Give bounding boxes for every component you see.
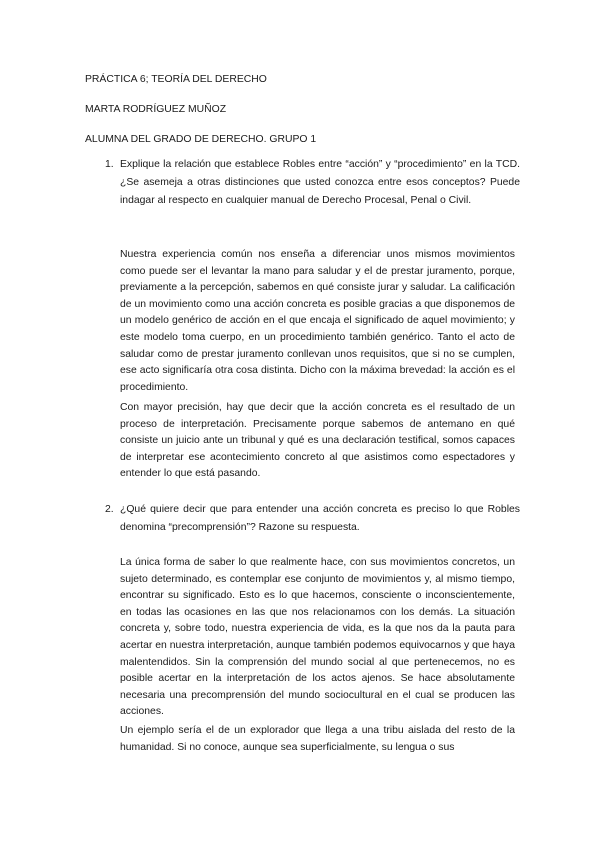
course-group: ALUMNA DEL GRADO DE DERECHO. GRUPO 1 [85,134,317,145]
question-number: 1. [105,159,114,170]
question-number: 2. [105,504,114,515]
question-text: Explique la relación que establece Robles entre “acción” y “procedimiento” en la TCD. ¿Se asemeja a otras distinciones que usted conozca entre esos conceptos? Puede indagar al respecto en cualquier manual de Derecho Procesal, Penal o Civil. [120,159,520,206]
author-name: MARTA RODRÍGUEZ MUÑOZ [85,104,227,115]
answer-1-paragraph-1: Nuestra experiencia común nos enseña a diferenciar unos mismos movimientos como puede ser el levantar la mano para saludar y el de prestar juramento, porque, previamente a la percepción, sabemos en qué consiste jurar y saludar. La calificación de un movimiento como una acción concreta es posible gracias a que disponemos de un modelo genérico de acción en el que encaja el significado de aquel movimiento; y este modelo toma cuerpo, en un procedimiento también genérico. Tanto el acto de saludar como de prestar juramento conllevan unos requisitos, que si no se cumplen, ese acto significaría otra cosa distinta. Dicho con la máxima brevedad: la acción es el procedimiento. [120,249,515,393]
practice-title: PRÁCTICA 6; TEORÍA DEL DERECHO [85,74,267,85]
answer-2-paragraph-2: Un ejemplo sería el de un explorador que llega a una tribu aislada del resto de la humanidad. Si no conoce, aunque sea superficialmente, su lengua o sus [120,725,515,753]
answer-2-paragraph-1: La única forma de saber lo que realmente hace, con sus movimientos concretos, un sujeto determinado, es contemplar ese conjunto de movimientos y, al mismo tiempo, encontrar su significado. Esto es lo que hacemos, consciente o inconscientemente, en todas las ocasiones en las que nos relacionamos con los demás. La situación concreta y, sobre todo, nuestra experiencia de vida, es la que nos da la pauta para acertar en nuestra interpretación, aunque también podemos equivocarnos y que haya malentendidos. Sin la comprensión del mundo social al que pertenecemos, no es posible acertar en la interpretación de los actos ajenos. Se hace absolutamente necesaria una precomprensión del mundo sociocultural en el cual se producen las acciones. [120,557,515,718]
question-text: ¿Qué quiere decir que para entender una acción concreta es preciso lo que Robles denomina “precomprensión”? Razone su respuesta. [120,504,520,533]
answer-1-paragraph-2: Con mayor precisión, hay que decir que la acción concreta es el resultado de un proceso de interpretación. Precisamente porque sabemos de antemano en qué consiste un juicio ante un tribunal y qué es una declaración testifical, somos capaces de interpretar ese acontecimiento concreto al que asistimos como espectadores y entender lo que está pasando. [120,402,515,480]
